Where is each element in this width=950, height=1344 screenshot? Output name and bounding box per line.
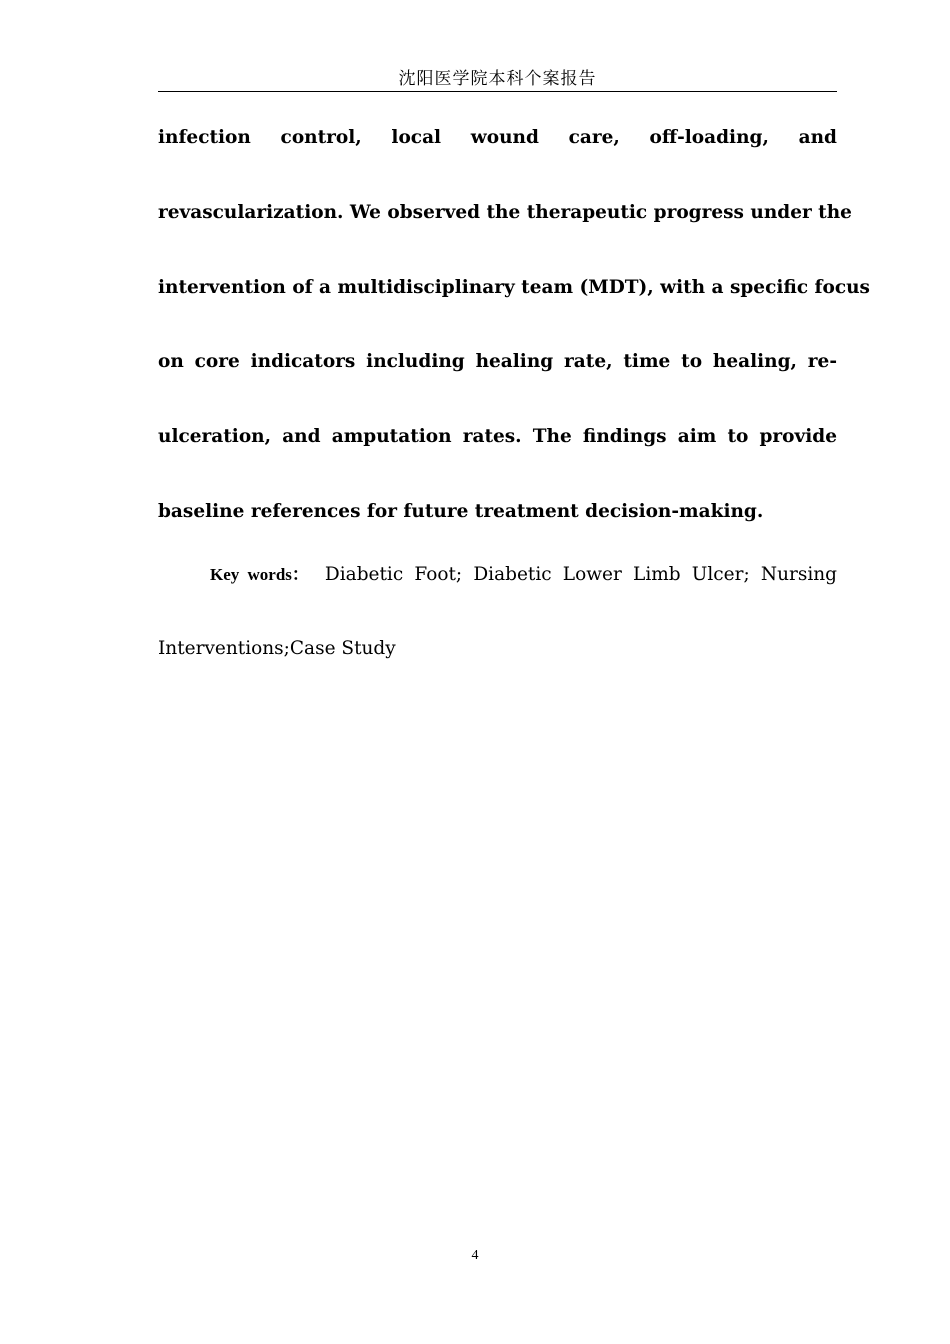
abstract-line: ulceration, and amputation rates. The findings aim to provide — [158, 426, 837, 447]
keywords-first-line — [158, 562, 837, 588]
header-divider — [158, 91, 837, 92]
page-header-title: 沈阳医学院本科个案报告 — [398, 69, 597, 89]
keywords-label: Key words： — [210, 565, 309, 584]
abstract-line-last: baseline references for future treatment decision-making. — [158, 501, 764, 522]
keywords-text-line1: Diabetic Foot; Diabetic Lower Limb Ulcer; Nursing — [324, 564, 837, 585]
keywords-text-line2: Interventions;Case Study — [158, 638, 396, 659]
abstract-line: intervention of a multidisciplinary team (MDT), with a specific focus — [158, 277, 870, 298]
abstract-line: on core indicators including healing rate, time to healing, re- — [158, 351, 837, 372]
page-number: 4 — [471, 1248, 479, 1263]
abstract-line: revascularization. We observed the therapeutic progress under the — [158, 202, 852, 223]
abstract-line: infection control, local wound care, off-loading, and — [158, 127, 837, 148]
